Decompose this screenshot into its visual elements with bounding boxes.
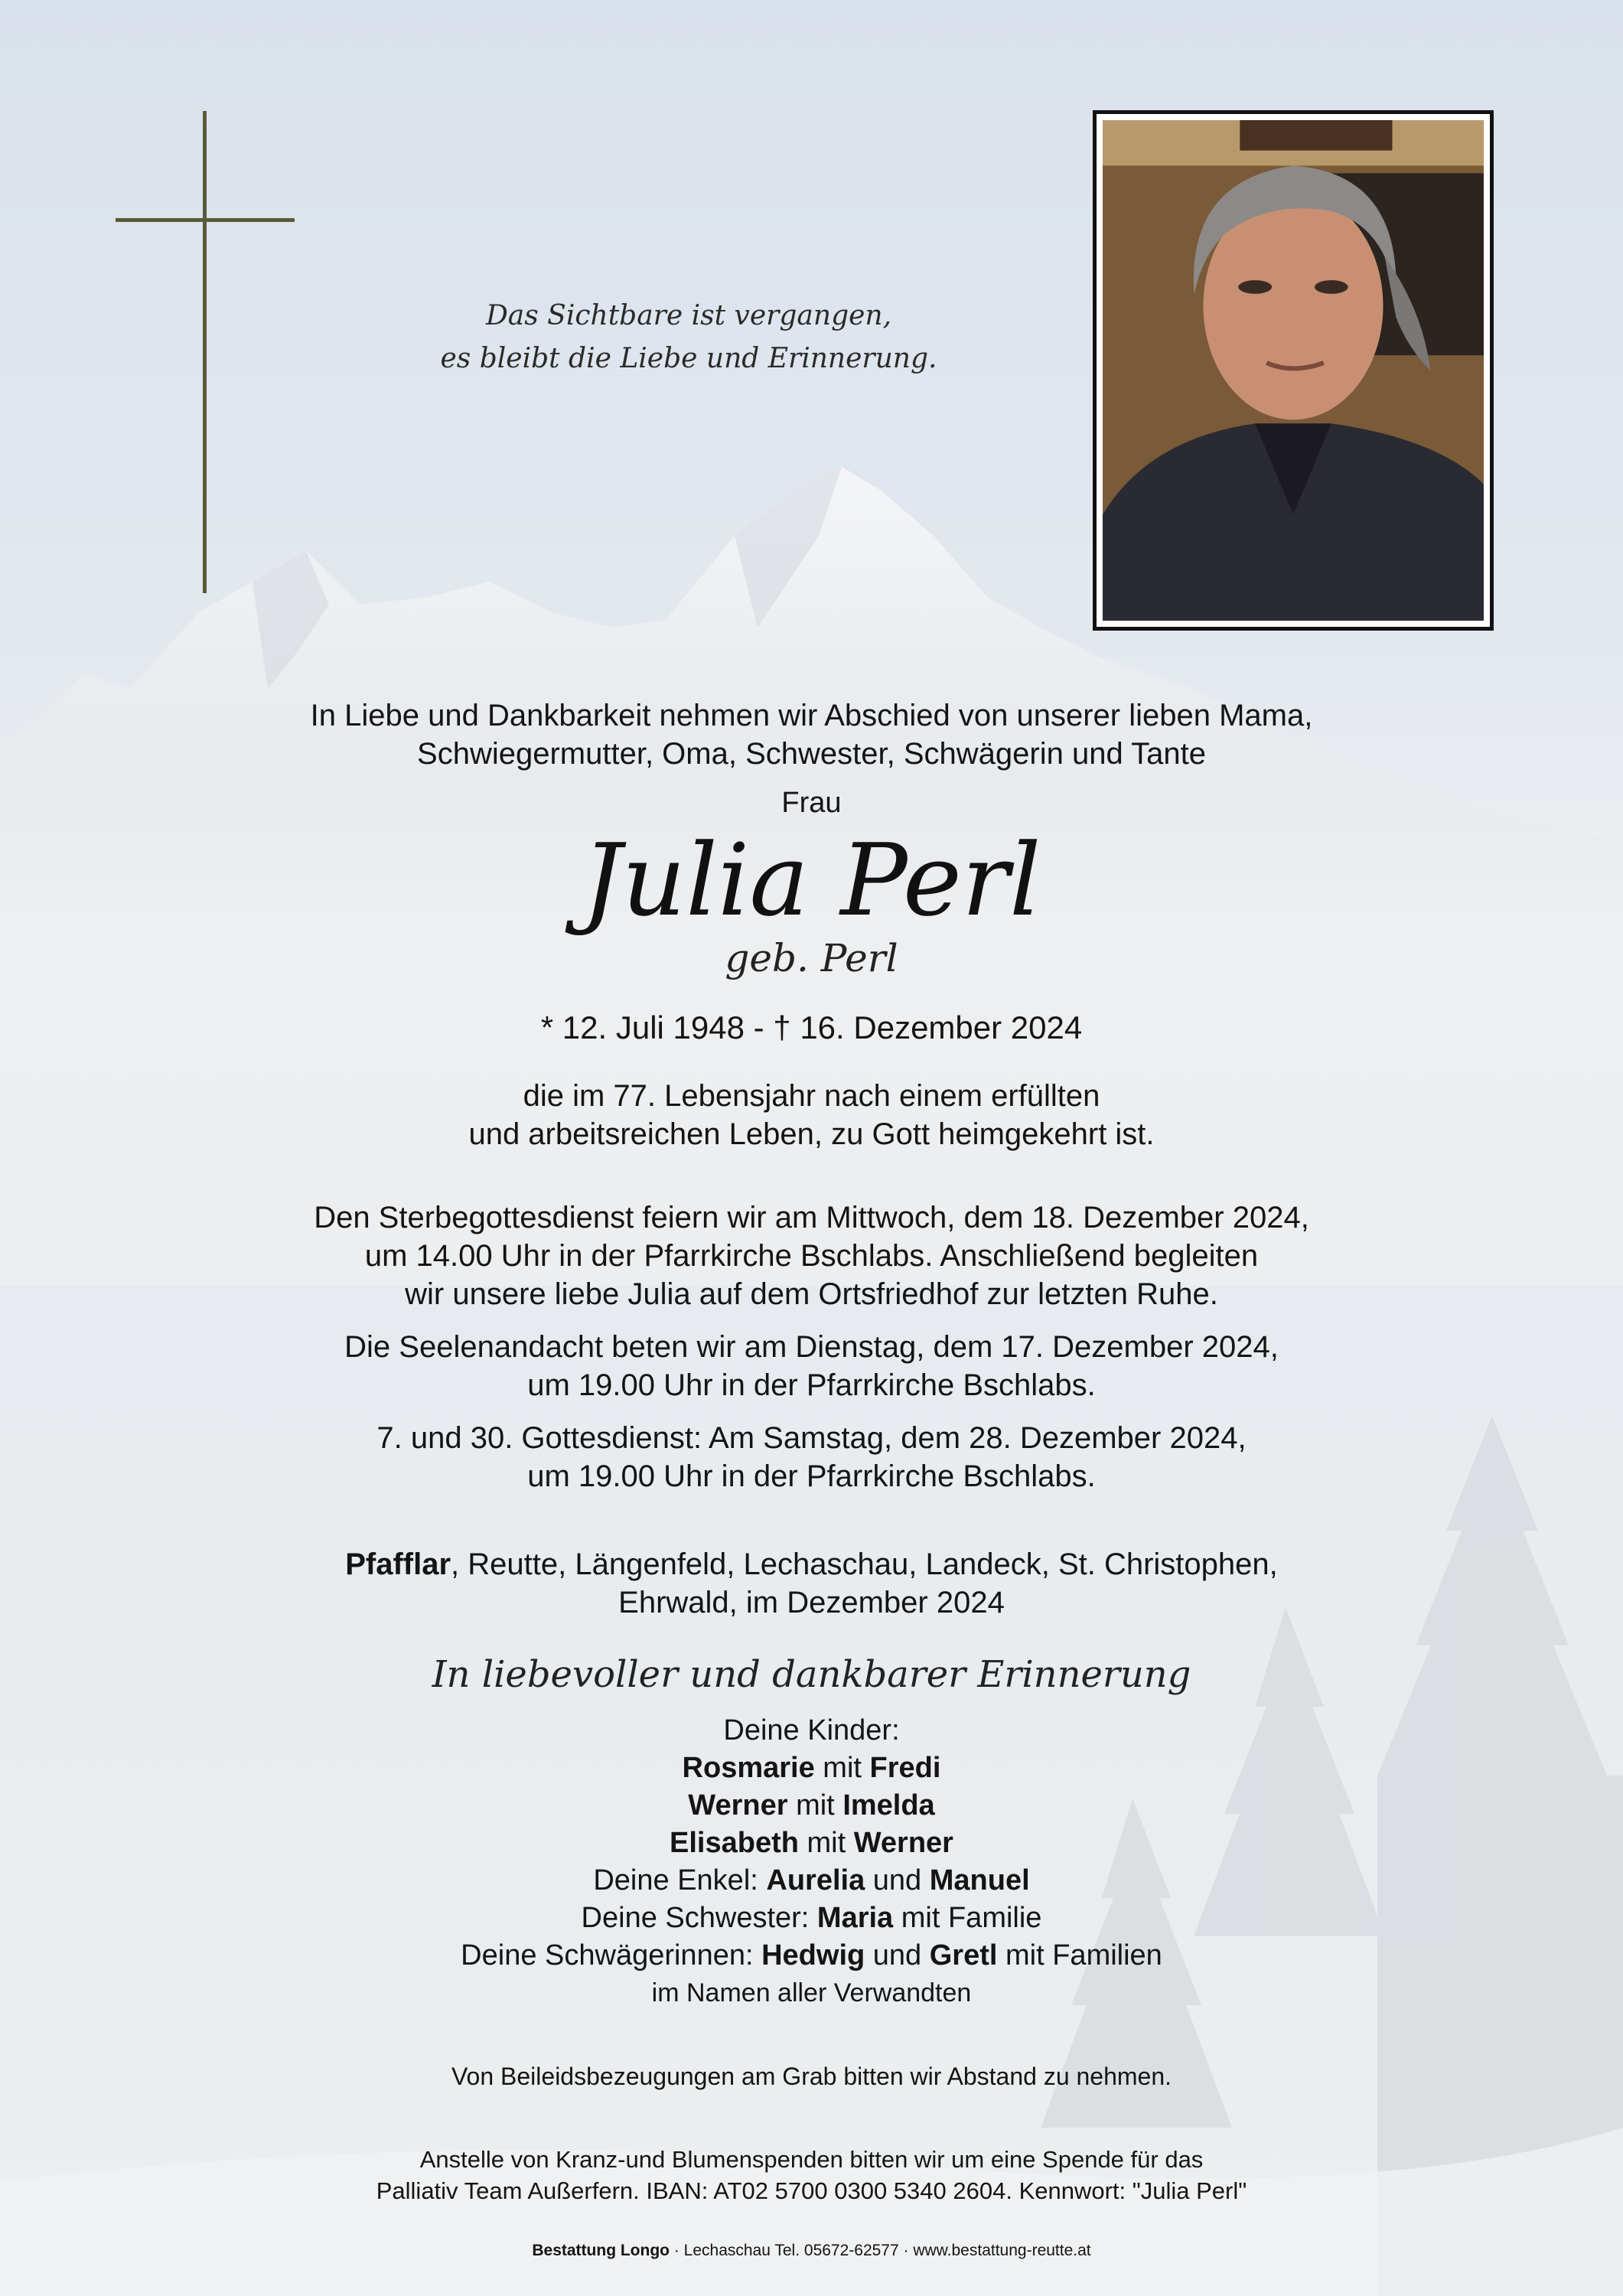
family-member-row (0, 1825, 1623, 1862)
place-line-1 (0, 1545, 1623, 1583)
donation-line-2: Palliativ Team Außerfern. IBAN: AT02 5700 0300 5340 2604. Kennwort: "Julia Perl" (376, 2177, 1247, 2204)
intro-text (0, 696, 1623, 773)
partner-name: Imelda (842, 1789, 935, 1821)
place-other-towns: , Reutte, Längenfeld, Lechaschau, Landeck, St. Christophen, (451, 1548, 1278, 1581)
grandchild-name: Aurelia (766, 1864, 865, 1896)
family-list (0, 1712, 1623, 2012)
portrait-image (1103, 120, 1484, 621)
joiner: und (865, 1939, 930, 1971)
place-line-2: Ehrwald, im Dezember 2024 (618, 1586, 1005, 1619)
memorial-quote (398, 295, 979, 380)
grandchild-name: Manuel (929, 1864, 1030, 1896)
place-and-date (0, 1545, 1623, 1622)
donation-request (0, 2144, 1623, 2206)
joiner: und (865, 1864, 930, 1896)
intro-line-2: Schwiegermutter, Oma, Schwester, Schwägerin und Tante (417, 737, 1206, 771)
sister-suffix: mit Familie (893, 1902, 1042, 1934)
life-line-1: die im 77. Lebensjahr nach einem erfüllten (523, 1079, 1100, 1113)
sisters-in-law-label: Deine Schwägerinnen: (461, 1939, 762, 1971)
donation-line-1: Anstelle von Kranz-und Blumenspenden bitten wir um eine Spende für das (419, 2146, 1204, 2173)
life-dates: * 12. Juli 1948 - † 16. Dezember 2024 (540, 1009, 1083, 1045)
partner-name: Werner (853, 1827, 953, 1859)
cross-icon (203, 111, 207, 593)
relatives-line: im Namen aller Verwandten (651, 1978, 972, 2007)
life-text (0, 1077, 1623, 1153)
child-name: Werner (688, 1789, 788, 1821)
children-label: Deine Kinder: (723, 1714, 900, 1746)
intro-line-1: In Liebe und Dankbarkeit nehmen wir Abschied von unserer lieben Mama, (310, 699, 1313, 732)
funeral-line-1: Den Sterbegottesdienst feiern wir am Mittwoch, dem 18. Dezember 2024, (314, 1201, 1309, 1234)
vigil-line-2: um 19.00 Uhr in der Pfarrkirche Bschlabs. (527, 1368, 1096, 1402)
grandchildren-row (0, 1862, 1623, 1900)
life-line-2: und arbeitsreichen Leben, zu Gott heimgekehrt ist. (468, 1117, 1155, 1151)
memorial-service-text (0, 1419, 1623, 1495)
joiner: mit (787, 1789, 843, 1821)
place-home-town: Pfafflar (345, 1548, 451, 1581)
family-member-row (0, 1787, 1623, 1825)
sister-name: Maria (816, 1902, 894, 1934)
portrait-photo (1103, 120, 1484, 621)
quote-line-2: es bleibt die Liebe und Erinnerung. (440, 343, 937, 374)
portrait-photo-frame (1093, 110, 1494, 631)
family-member-row (0, 1750, 1623, 1787)
funeral-home-name: Bestattung Longo (532, 2242, 670, 2259)
salutation: Frau (781, 787, 842, 819)
sisters-in-law-suffix: mit Familien (997, 1939, 1162, 1971)
maiden-name: geb. Perl (725, 936, 898, 980)
joiner: mit (798, 1827, 854, 1859)
remembrance-heading: In liebevoller und dankbarer Erinnerung (432, 1653, 1191, 1696)
memorial-line-1: 7. und 30. Gottesdienst: Am Samstag, dem 28. Dezember 2024, (376, 1421, 1247, 1455)
memorial-line-2: um 19.00 Uhr in der Pfarrkirche Bschlabs. (527, 1459, 1096, 1493)
funeral-line-3: wir unsere liebe Julia auf dem Ortsfriedhof zur letzten Ruhe. (405, 1277, 1218, 1311)
funeral-home-details: · Lechaschau Tel. 05672-62577 · www.bestattung-reutte.at (670, 2242, 1091, 2259)
child-name: Rosmarie (682, 1752, 815, 1784)
grandchildren-label: Deine Enkel: (593, 1864, 767, 1896)
quote-line-1: Das Sichtbare ist vergangen, (485, 300, 892, 331)
sister-label: Deine Schwester: (581, 1902, 817, 1934)
cross-icon-crossbar (116, 218, 295, 222)
child-name: Elisabeth (670, 1827, 799, 1859)
sister-in-law-name: Gretl (929, 1939, 998, 1971)
sister-row (0, 1900, 1623, 1937)
vigil-line-1: Die Seelenandacht beten wir am Dienstag, dem 17. Dezember 2024, (344, 1330, 1279, 1364)
sisters-in-law-row (0, 1937, 1623, 1975)
deceased-name: Julia Perl (582, 822, 1041, 938)
joiner: mit (814, 1752, 870, 1784)
funeral-service-text (0, 1199, 1623, 1313)
funeral-line-2: um 14.00 Uhr in der Pfarrkirche Bschlabs. Anschließend begleiten (364, 1239, 1259, 1273)
condolence-notice: Von Beileidsbezeugungen am Grab bitten wir Abstand zu nehmen. (451, 2063, 1172, 2090)
partner-name: Fredi (869, 1752, 941, 1784)
vigil-text (0, 1328, 1623, 1404)
footer (0, 2240, 1623, 2262)
sister-in-law-name: Hedwig (761, 1939, 865, 1971)
